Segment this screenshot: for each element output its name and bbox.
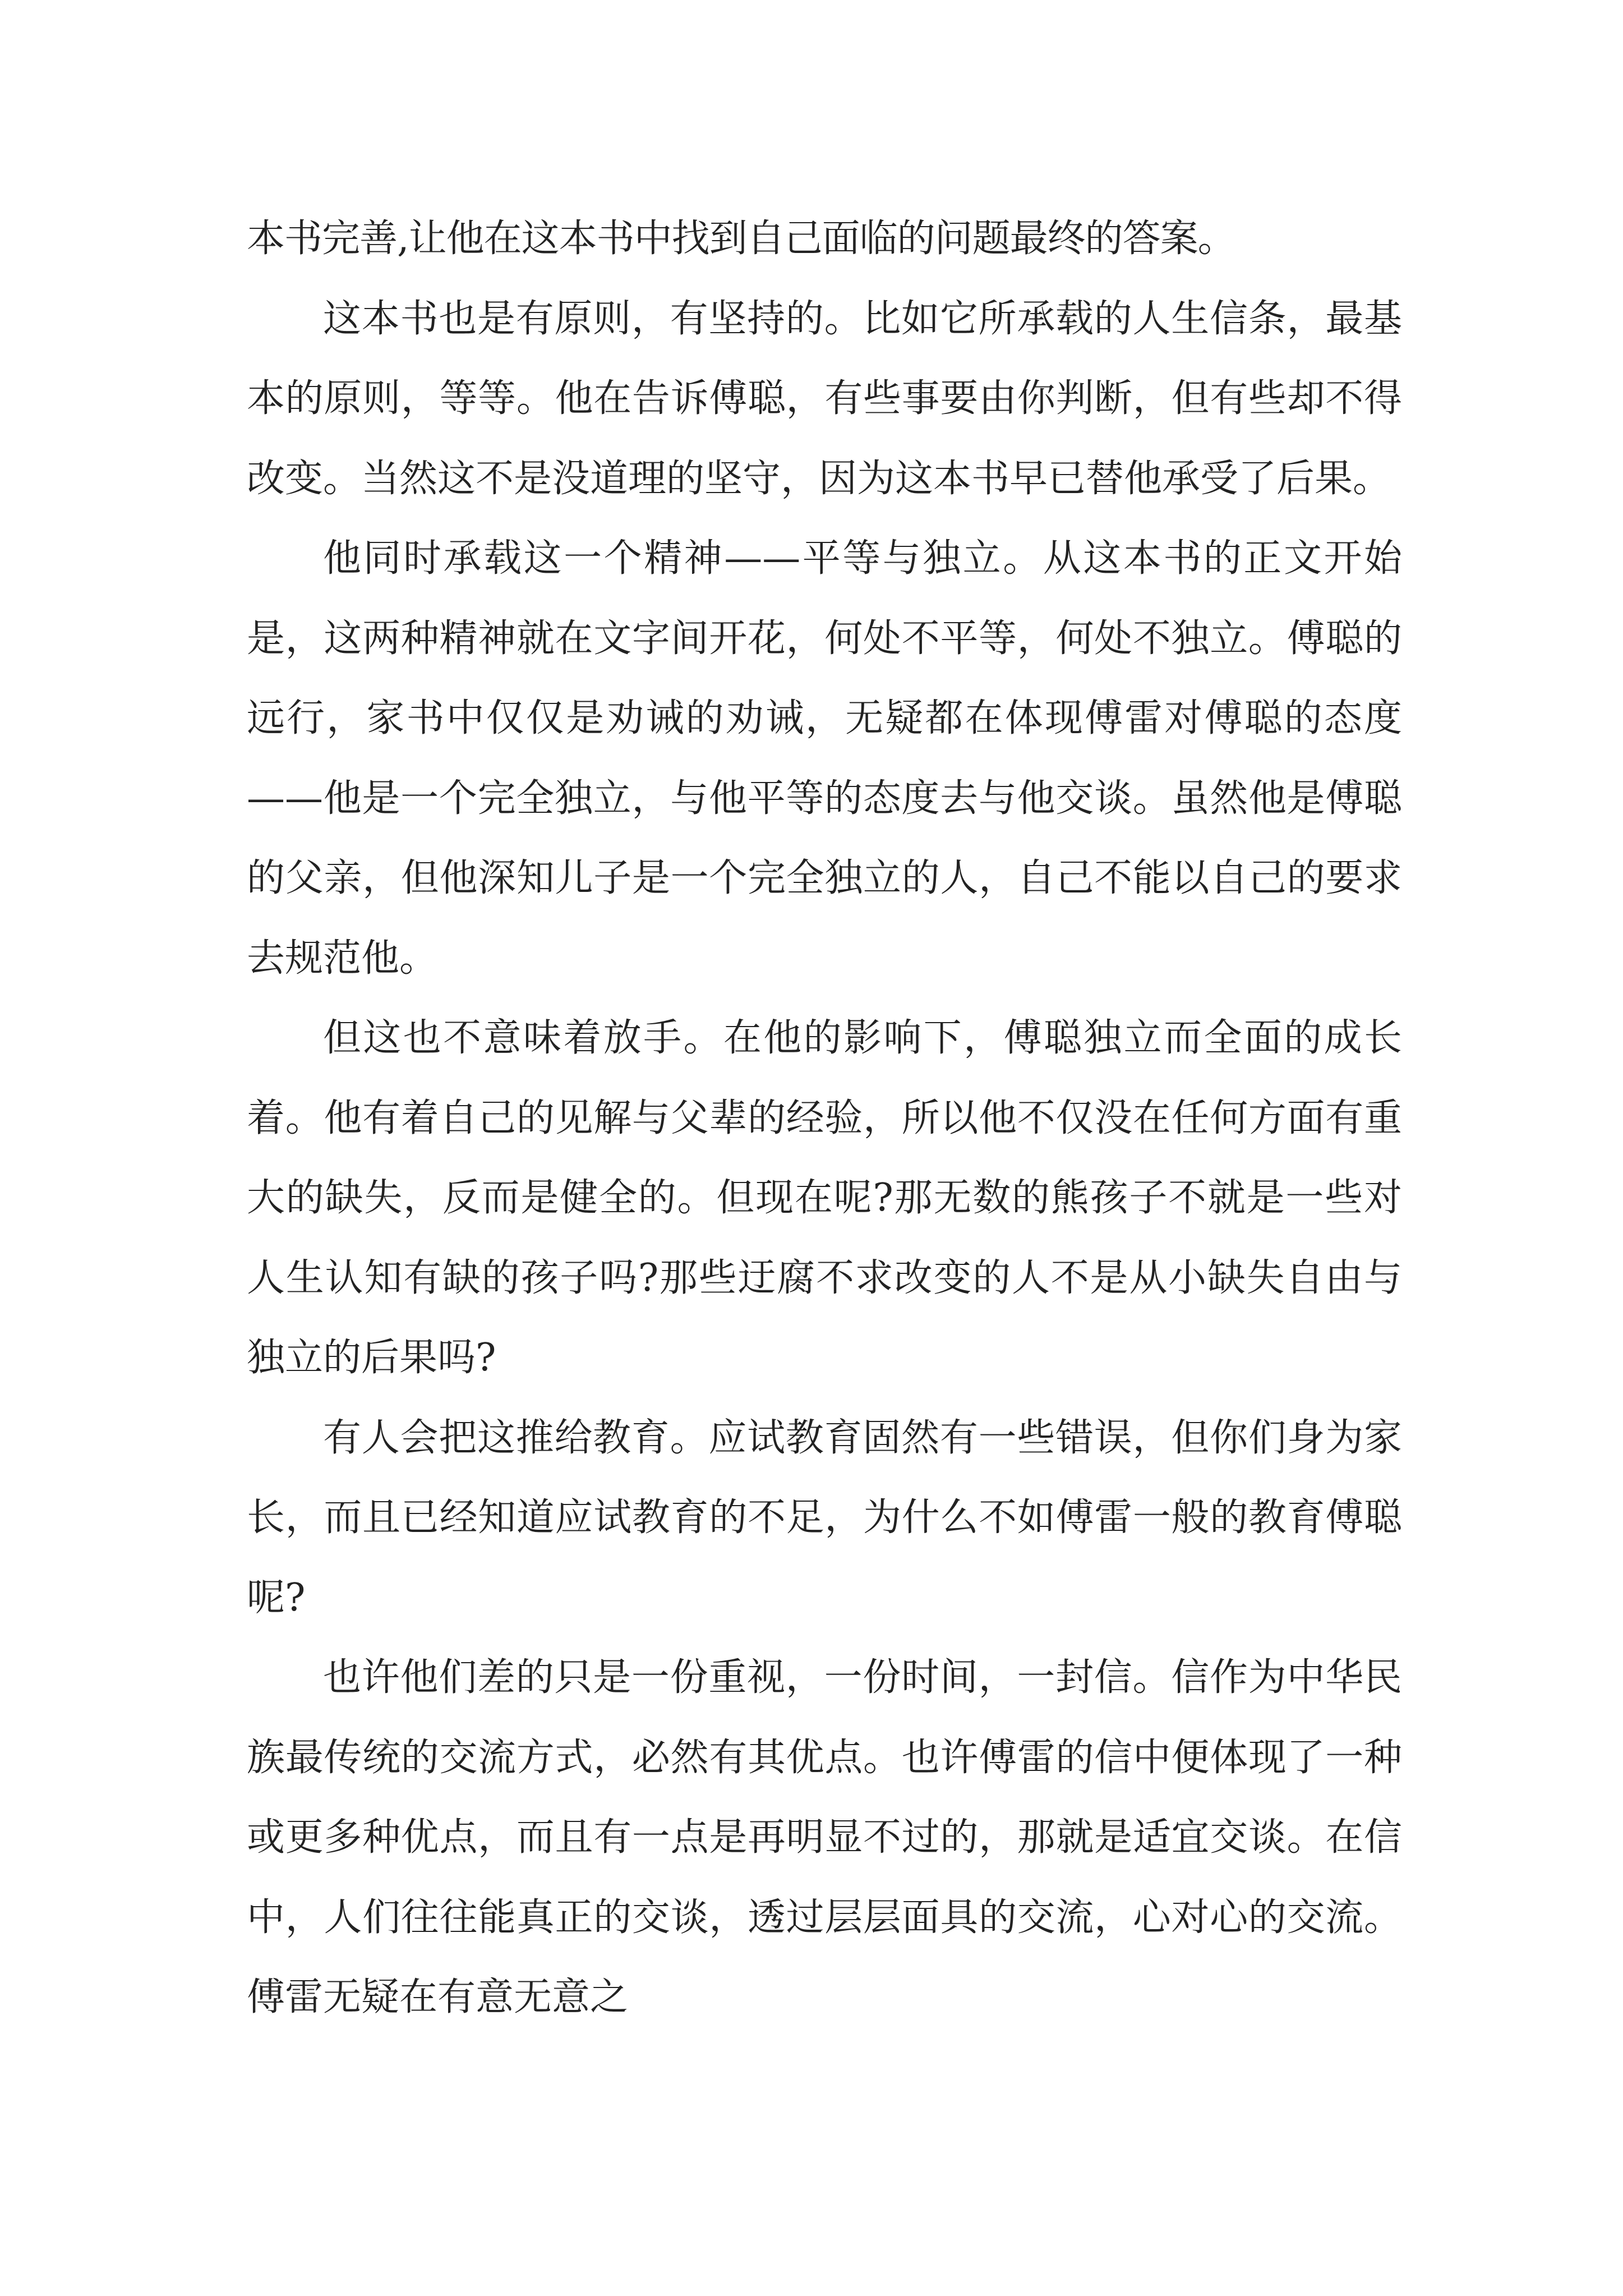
paragraph-growth: 但这也不意味着放手。在他的影响下，傅聪独立而全面的成长着。他有着自己的见解与父辈的经验，所以他不仅没在任何方面有重大的缺失，反而是健全的。但现在呢?那无数的熊孩子不就是一些对人生认知有缺的孩子吗?那些迂腐不求改变的人不是从小缺失自由与独立的后果吗? — [247, 1016, 1402, 1380]
paragraph-principles: 这本书也是有原则，有坚持的。比如它所承载的人生信条，最基本的原则，等等。他在告诉傅聪，有些事要由你判断，但有些却不得改变。当然这不是没道理的坚守，因为这本书早已替他承受了后果。 — [247, 296, 1402, 501]
paragraph-education: 有人会把这推给教育。应试教育固然有一些错误，但你们身为家长，而且已经知道应试教育的不足，为什么不如傅雷一般的教育傅聪呢? — [247, 1415, 1402, 1620]
body-text — [247, 199, 1402, 2038]
paragraph-equality-independence: 他同时承载这一个精神——平等与独立。从这本书的正文开始是，这两种精神就在文字间开花，何处不平等，何处不独立。傅聪的远行，家书中仅仅是劝诫的劝诫，无疑都在体现傅雷对傅聪的态度——他是一个完全独立，与他平等的态度去与他交谈。虽然他是傅聪的父亲，但他深知儿子是一个完全独立的人，自己不能以自己的要求去规范他。 — [247, 536, 1402, 981]
paragraph-continuation: 本书完善,让他在这本书中找到自己面临的问题最终的答案。 — [247, 217, 1235, 261]
paragraph-letters: 也许他们差的只是一份重视，一份时间，一封信。信作为中华民族最传统的交流方式，必然有其优点。也许傅雷的信中便体现了一种或更多种优点，而且有一点是再明显不过的，那就是适宜交谈。在信中，人们往往能真正的交谈，透过层层面具的交流，心对心的交流。傅雷无疑在有意无意之 — [247, 1655, 1402, 2019]
